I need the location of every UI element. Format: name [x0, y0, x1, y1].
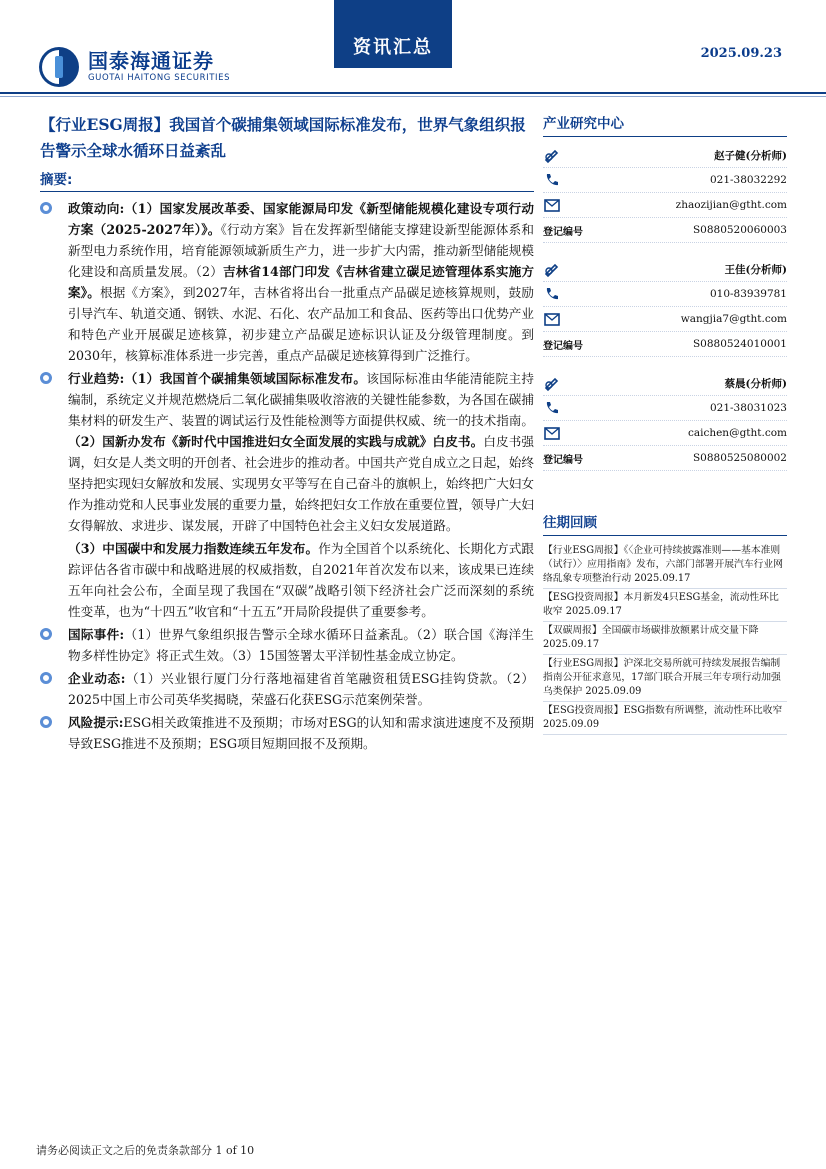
report-title: 【行业ESG周报】我国首个碳捕集领域国际标准发布，世界气象组织报告警示全球水循环日益紊乱 [40, 115, 526, 160]
sidebar [543, 112, 787, 735]
brand-logo [38, 46, 230, 88]
bullet-lead: 行业趋势:（1）我国首个碳捕集领域国际标准发布。 [68, 371, 367, 386]
bullet-lead: （2）国新办发布《新时代中国推进妇女全面发展的实践与成就》白皮书。 [68, 434, 484, 449]
review-date: 2025.09.09 [585, 686, 642, 697]
page-footer: 请务必阅读正文之后的免责条款部分 1 of 10 [36, 1144, 255, 1157]
analyst-name: 蔡晨(分析师) [724, 377, 787, 390]
bullet-lead: 风险提示: [68, 715, 124, 730]
report-type-tag: 资讯汇总 [334, 0, 452, 68]
analyst-phone: 010-83939781 [709, 288, 787, 300]
review-item[interactable] [543, 702, 787, 735]
review-heading: 往期回顾 [543, 511, 787, 536]
reg-label: 登记编号 [543, 340, 583, 352]
bullet-risk [40, 712, 534, 754]
analyst-reg-number: S0880524010001 [692, 338, 787, 350]
bullet-lead: 国际事件: [68, 627, 125, 642]
main-content [40, 112, 534, 756]
bullet-lead: 企业动态: [68, 671, 126, 686]
analyst-card [543, 371, 787, 471]
review-date: 2025.09.09 [543, 719, 600, 730]
bullet-text: （1）世界气象组织报告警示全球水循环日益紊乱。（2）联合国《海洋生物多样性协定》将正式生效。（3）15国签署太平洋韧性基金成立协定。 [68, 627, 534, 663]
analyst-phone: 021-38032292 [709, 174, 787, 186]
review-item[interactable] [543, 655, 787, 702]
bullet-dot-icon [40, 672, 52, 684]
trend-sub-paragraph [40, 538, 534, 622]
review-title[interactable]: 【ESG投资周报】本月新发4只ESG基金，流动性环比收窄 [543, 592, 779, 617]
bullet-text: （1）兴业银行厦门分行落地福建省首笔融资租赁ESG挂钩贷款。（2）2025中国上市公司英华奖揭晓，荣盛石化获ESG示范案例荣誉。 [68, 671, 535, 707]
analyst-email[interactable]: wangjia7@gtht.com [680, 313, 787, 325]
header-divider-thin [0, 96, 826, 97]
bullet-international [40, 624, 534, 666]
mail-icon [543, 310, 561, 328]
brand-logo-icon [38, 46, 80, 88]
phone-icon [543, 399, 561, 417]
review-title[interactable]: 【行业ESG周报】《〈企业可持续披露准则——基本准则（试行）〉应用指南》发布，六部门部署开展汽车行业网络乱象专项整治行动 [543, 545, 784, 584]
mail-icon [543, 424, 561, 442]
bullet-trend [40, 368, 534, 536]
bullet-text: 该国际标准由华能清能院主持编制，系统定义并规范燃烧后二氧化碳捕集吸收溶液的关键性能参数，为各国在碳捕集材料的研发生产、装置的调试运行及性能检测等方面提供权威、统一的技术指南。 [68, 371, 534, 428]
bullet-text: 作为全国首个以系统化、长期化方式跟踪评估各省市碳中和战略进展的权威指数，自2021年首次发布以来，该成果已连续五年向社会公布，全面呈现了我国在“双碳”战略引领下经济社会广泛而深刻的系统性变革，也为“十四五”收官和“十五五”开局阶段提供了重要参考。 [68, 541, 535, 619]
review-date: 2025.09.17 [543, 639, 600, 650]
phone-icon [543, 285, 561, 303]
review-date: 2025.09.17 [565, 606, 622, 617]
review-list [543, 542, 787, 735]
review-item[interactable] [543, 622, 787, 655]
reg-label: 登记编号 [543, 226, 583, 238]
phone-icon [543, 171, 561, 189]
bullet-text: 《行动方案》旨在发挥新型储能支撑建设新型能源体系和新型电力系统作用，培育能源领域新质生产力，进一步扩大内需，推动新型储能规模化建设和高质量发展。（2） [68, 222, 534, 279]
pen-icon [543, 374, 561, 392]
review-item[interactable] [543, 542, 787, 589]
bullet-policy [40, 198, 534, 366]
bullet-text: 根据《方案》，到2027年，吉林省将出台一批重点产品碳足迹核算规则，鼓励引导汽车、轨道交通、钢铁、水泥、石化、农产品加工和食品、医药等出口优势产业和特色产业开展碳足迹核算，初步建立产品碳足迹标识认证及分级管理制度。到2030年，核算标准体系进一步完善，重点产品碳足迹核算得到广泛推行。 [68, 285, 534, 363]
research-center-heading: 产业研究中心 [543, 112, 787, 137]
bullet-dot-icon [40, 372, 52, 384]
brand-name-cn: 国泰海通证券 [88, 49, 214, 73]
bullet-corporate [40, 668, 534, 710]
review-date: 2025.09.17 [634, 573, 691, 584]
brand-name-en: GUOTAI HAITONG SECURITIES [88, 73, 231, 83]
analyst-reg-number: S0880520060003 [692, 224, 787, 236]
analyst-email[interactable]: zhaozijian@gtht.com [675, 199, 787, 211]
bullet-lead: 吉林省14部门印发《吉林省建立碳足迹管理体系实施方案》。 [68, 264, 534, 300]
bullet-text: ESG相关政策推进不及预期；市场对ESG的认知和需求演进速度不及预期导致ESG推进不及预期；ESG项目短期回报不及预期。 [68, 715, 534, 751]
bullet-dot-icon [40, 202, 52, 214]
analyst-phone: 021-38031023 [709, 402, 787, 414]
analyst-reg-number: S0880525080002 [692, 452, 787, 464]
review-item[interactable] [543, 589, 787, 622]
analyst-card [543, 257, 787, 357]
bullet-dot-icon [40, 628, 52, 640]
review-title[interactable]: 【行业ESG周报】沪深北交易所就可持续发展报告编制指南公开征求意见，17部门联合开展三年专项行动加强乌类保护 [543, 658, 781, 697]
bullet-lead: 政策动向:（1）国家发展改革委、国家能源局印发《新型储能规模化建设专项行动方案（2025-2027年）》。 [68, 201, 534, 237]
abstract-label: 摘要: [40, 168, 534, 192]
header-divider [0, 92, 826, 94]
analyst-card [543, 143, 787, 243]
mail-icon [543, 196, 561, 214]
analyst-email[interactable]: caichen@gtht.com [687, 427, 787, 439]
review-title[interactable]: 【双碳周报】全国碳市场碳排放额累计成交量下降 [543, 625, 759, 636]
reg-label: 登记编号 [543, 454, 583, 466]
page-header [0, 0, 826, 100]
bullet-text: 白皮书强调，妇女是人类文明的开创者、社会进步的推动者。中国共产党自成立之日起，始终坚持把实现妇女解放和发展、实现男女平等写在自己奋斗的旗帜上，始终把广大妇女作为推动党和人民事业发展的重要力量，始终把妇女工作放在重要位置，领导广大妇女得解放、求进步、谋发展，开辟了中国特色社会主义妇女发展道路。 [68, 434, 535, 533]
pen-icon [543, 146, 561, 164]
report-date: 2025.09.23 [700, 46, 782, 61]
review-title[interactable]: 【ESG投资周报】ESG指数有所调整，流动性环比收窄 [543, 705, 783, 716]
bullet-dot-icon [40, 716, 52, 728]
bullet-lead: （3）中国碳中和发展力指数连续五年发布。 [68, 541, 319, 556]
analyst-name: 赵子健(分析师) [714, 149, 787, 162]
pen-icon [543, 260, 561, 278]
analyst-name: 王佳(分析师) [724, 263, 787, 276]
